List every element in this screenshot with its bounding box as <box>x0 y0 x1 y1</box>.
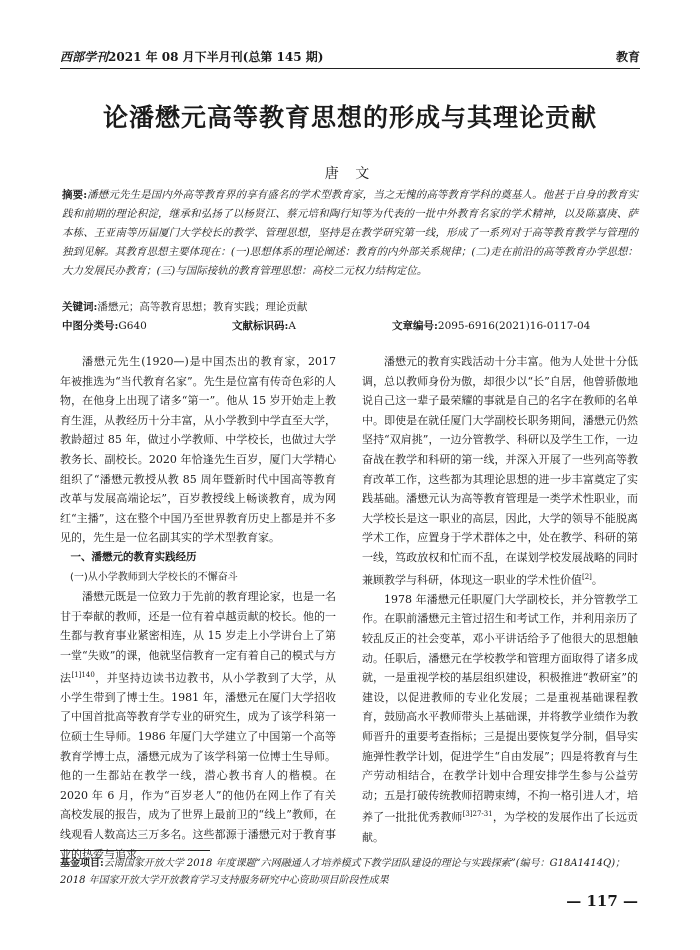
citation: [2] <box>582 572 592 581</box>
paragraph: 1978 年潘懋元任职厦门大学副校长，并分管教学工作。在职前潘懋元主管过招生和考试工作，并利用亲历了较乱反正的社会变革，邓小平讲话给予了他很大的思想触动。任职后，潘懋元在学校教学和管理方面取得了诸多成就，一是重视学校的基层组织建设，积极推进“教研室”的建设，以促进教师的专业化发展；二是重视基础课程教育，鼓励高水平教师带头上基础课，并将教学业绩作为教师晋升的重要考查指标；三是提出要恢复学分制，倡导实施弹性教学计划，促进学生“自由发展”；四是将教育与生产劳动相结合，在教学计划中合理安排学生参与公益劳动；五是打破传统教师招聘束缚，不拘一格引进人才，培养了一批批优秀教师$^{[3]27-31}$，为学校的发展作出了长远贡献。 <box>362 592 639 844</box>
paragraph: 潘懋元既是一位致力于先前的教育理论家，也是一名甘于奉献的教师，还是一位有着卓越贡献的校长。他的一生都与教育事业紧密相连，从 15 岁走上小学讲台上了第一堂“失败”的课，他就坚信教育一定有着自己的模式与方法$^{[1]140}$，并坚持边读书边教书，从小学教到了大学，从小学生带到了博士生。1981 年，潘懋元在厦门大学招收了中国首批高等教育学专业的研究生，成为了该学科第一位硕士生导师。1986 年厦门大学建立了中国第一个高等教育学博士点，潘懋元成为了该学科第一位博士生导师。他的一生都站在教学一线，潜心教书育人的楷模。在 2020 年 6 月，作为“百岁老人”的他仍在网上作了有关高校发展的报告，成为了世界上最前卫的“线上”教师，在线观看人数高达三万多名。这些都源于潘懋元对于教育事业的热爱与追求。 <box>60 590 337 861</box>
body-column-left <box>60 352 336 864</box>
citation: [1]140 <box>71 670 95 679</box>
abstract-label: 摘要: <box>62 189 88 201</box>
article-title: 论潘懋元高等教育思想的形成与其理论贡献 <box>102 103 597 132</box>
paragraph: 潘懋元的教育实践活动十分丰富。他为人处世十分低调，总以教师身份为傲，却很少以“长”自居，他曾骄傲地说自己这一辈子最荣耀的事就是自己的名字在教师的名单中。即使是在就任厦门大学副校长职务期间，潘懋元仍然坚持“双肩挑”，一边分管教学、科研以及学生工作，一边奋战在教学和科研的第一线，并深入开展了一些列高等教育改革工作，这些都为其理论思想的进一步丰富奠定了实践基础。潘懋元认为高等教育管理是一类学术性职业，而大学校长是这一职业的高层，因此，大学的领导不能脱离学术工作，应置身于学术群体之中，处在教学、科研的第一线，笃政放权和忙而不乱，在谋划学校发展战略的同时兼顾教学与科研，体现这一职业的学术性价值[2]。 <box>362 355 638 587</box>
article-author: 唐 文 <box>324 166 376 182</box>
journal-name: 西部学刊 <box>60 50 109 64</box>
citation: [3]27-31 <box>462 810 493 819</box>
page-number: — 117 — <box>566 892 638 910</box>
keywords-text: 潘懋元；高等教育思想；教育实践；理论贡献 <box>97 301 308 313</box>
abstract <box>62 186 638 281</box>
running-header <box>60 48 640 68</box>
article-number: 文章编号:2095-6916(2021)16-0117-04 <box>392 320 591 332</box>
header-section: 教育 <box>615 50 640 64</box>
paragraph: 潘懋元先生(1920—)是中国杰出的教育家，2017 年被推选为“当代教育名家”。先生是位富有传奇色彩的人物，在他身上出现了诸多“第一”。他从 15 岁开始走上教育生涯，从教经历十分丰富，从小学教到中学直至大学，教龄超过 85 年，做过小学教师、中学校长，也做过大学教务长、副校长。2020 年恰逢先生百岁，厦门大学精心组织了“潘懋元教授从教 85 周年暨新时代中国高等教育改革与发展高端论坛”，百岁教授线上畅谈教育，成为网红“主播”，这在整个中国乃至世界教育历史上都是并不多见的，先生是一位名副其实的学术型教育家。 <box>60 355 336 545</box>
issue-info: 2021 年 08 月下半月刊(总第 145 期) <box>108 50 324 64</box>
footnote-label: 基金项目: <box>60 858 104 869</box>
document-code: 文献标识码:A <box>232 320 296 332</box>
clc-number: 中图分类号:G640 <box>62 320 147 332</box>
body-column-right <box>362 352 638 847</box>
keywords-label: 关键词: <box>62 301 98 313</box>
footnote-text: 云南国家开放大学 2018 年度课题“六网融通人才培养模式下教学团队建设的理论与实践探索”(编号：G18A1414Q)；2018 年国家开放大学开放教育学习支持服务研究中心资助项目阶段性成果 <box>60 858 626 886</box>
abstract-text: 潘懋元先生是国内外高等教育界的享有盛名的学术型教育家，当之无愧的高等教育学科的奠基人。他甚于自身的教育实践和前期的理论积淀，继承和弘扬了以杨贤江、蔡元培和陶行知等为代表的一批中外教育名家的学术精神，以及陈嘉庚、萨本栋、王亚南等历届厦门大学校长的教学、管理思想，坚持是在教学研究第一线，形成了一系列对于高等教育教学与管理的独到见解。其教育思想主要体现在：(一)思想体系的理论阐述：教育的内外部关系规律；(二)走在前沿的高等教育办学思想：大力发展民办教育；(三)与国际接轨的教育管理思想：高校二元权力结构定位。 <box>62 189 638 277</box>
classification-line <box>62 318 638 336</box>
footnote-rule <box>60 850 210 851</box>
section-heading: 一、潘懋元的教育实践经历 <box>70 550 197 563</box>
header-rule <box>60 68 640 69</box>
funding-footnote <box>60 855 640 889</box>
keywords <box>62 298 638 317</box>
header-journal-issue <box>60 48 323 65</box>
subsection-heading: (一)从小学教师到大学校长的不懈奋斗 <box>70 571 238 583</box>
